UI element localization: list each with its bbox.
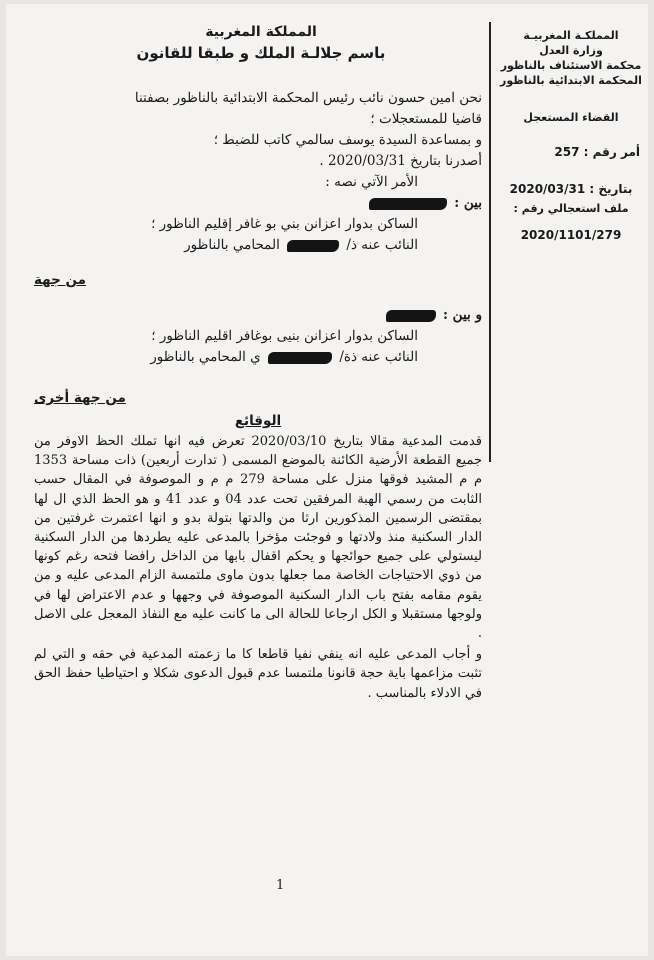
margin-divider <box>489 22 491 462</box>
party1-residence: الساكن بدوار اعزانن بني بو غافر إقليم الناظور ؛ <box>151 216 418 232</box>
redacted-name <box>386 310 436 322</box>
document-header <box>46 24 476 62</box>
side-first-instance-court: المحكمة الابتدائية بالناظور <box>500 74 642 87</box>
party2-lawyer-prefix: النائب عنه ذة/ <box>339 349 418 365</box>
party2-side-line <box>34 388 482 409</box>
redacted-name <box>268 352 332 364</box>
facts-paragraph-1: قدمت المدعية مقالا بتاريخ 2020/03/10 تعرض فيه انها تملك الحظ الاوفر من جميع القطعة الأرضية الكائنة بالموضع المسمى ( تدارت أربعين) ذات مساحة 1353 م م المشيد فوقها منزل على مساحة 279 م م و الموصوفة في المقال حسب الثابت من رسمي الهبة المرفقين تحت عدد 04 و عدد 41 و هو الحظ الذي ال لها بمقتضى الرسمين المذكورين ارثا من والدتها بتولة بدو و انها اعتمرت غرفتين من الدار السكنية منذ ولادتها و فوجئت مؤخرا بالمدعى عليه يطردها من الدار السكنية ليستولي على جميع حوائجها و يحكم اقفال بابها من الداخل رافضا فتحه رغم كونها من ذوي الاحتياجات الخاصة مما جعلها بدون ماوى ملتمسة الزام المدعى عليه و من يقوم مقامه بفتح باب الدار السكنية الموصوفة في وجهها و عدم الاعتراض لها في ولوجها مستقبلا و الكل ارجاعا للحالة الى ما كانت عليه مع النفاذ المعجل على الاصل . <box>34 434 483 642</box>
side-section: القضاء المستعجل <box>523 111 619 124</box>
facts-title-line <box>34 411 482 432</box>
intro-line-2: قاضيا للمستعجلات ؛ <box>370 111 482 127</box>
intro-line-5: الأمر الآتي نصه : <box>325 174 418 190</box>
party1-lawyer-prefix: النائب عنه ذ/ <box>346 237 418 253</box>
party2-between-line <box>34 305 482 326</box>
party1-lawyer-line <box>34 235 482 256</box>
redacted-name <box>287 240 339 252</box>
facts-paragraph-2: و أجاب المدعى عليه انه ينفي نفيا قاطعا كا ما زعمته المدعية في حقه و التي لم تثبت مزاعمها باية حجة قانونا ملتمسا عدم قبول الدعوى شكلا و احتياطيا حفظ الحق في الادلاء بالمناسب . <box>34 647 482 701</box>
party2-between: و بين : <box>442 307 482 323</box>
header-kingdom: المملكة المغربية <box>205 24 317 40</box>
side-date: بتاريخ : 2020/03/31 <box>509 182 633 196</box>
party2-residence: الساكن بدوار اعزانن بنيى بوغافر اقليم الناظور ؛ <box>151 328 418 344</box>
facts-title: الوقائع <box>234 413 282 429</box>
intro-line-1: نحن امين حسون نائب رئيس المحكمة الابتدائية بالناظور بصفتنا <box>134 90 482 106</box>
side-appeal-court: محكمة الاستئناف بالناظور <box>500 59 642 72</box>
document-page <box>6 4 648 956</box>
side-file-label: ملف استعجالي رقم : <box>513 202 629 215</box>
header-invocation: باسم جلالـة الملك و طبقا للقانون <box>136 44 386 62</box>
redacted-name <box>369 198 447 210</box>
side-ministry: وزارة العدل <box>539 44 603 57</box>
party1-between: بين : <box>454 195 482 211</box>
party1-lawyer-suffix: المحامي بالناظور <box>184 237 280 253</box>
side-panel <box>496 28 646 243</box>
party2-side-label: من جهة أخرى <box>34 390 126 406</box>
side-order-number: أمر رقم : 257 <box>554 145 640 159</box>
party1-between-line <box>34 193 482 214</box>
document-body <box>34 88 482 703</box>
party1-side-label: من جهة <box>34 272 87 288</box>
party1-side-line <box>34 270 482 291</box>
side-file-number: 2020/1101/279 <box>520 228 622 242</box>
intro-line-4: أصدرنا بتاريخ 2020/03/31 . <box>319 153 482 169</box>
party2-lawyer-suffix: ي المحامي بالناظور <box>150 349 261 365</box>
intro-line-3: و بمساعدة السيدة يوسف سالمي كاتب للضبط ؛ <box>213 132 482 148</box>
page-number: 1 <box>276 878 285 893</box>
party2-lawyer-line <box>34 347 482 368</box>
side-kingdom: المملكـة المغربيـة <box>523 29 619 42</box>
